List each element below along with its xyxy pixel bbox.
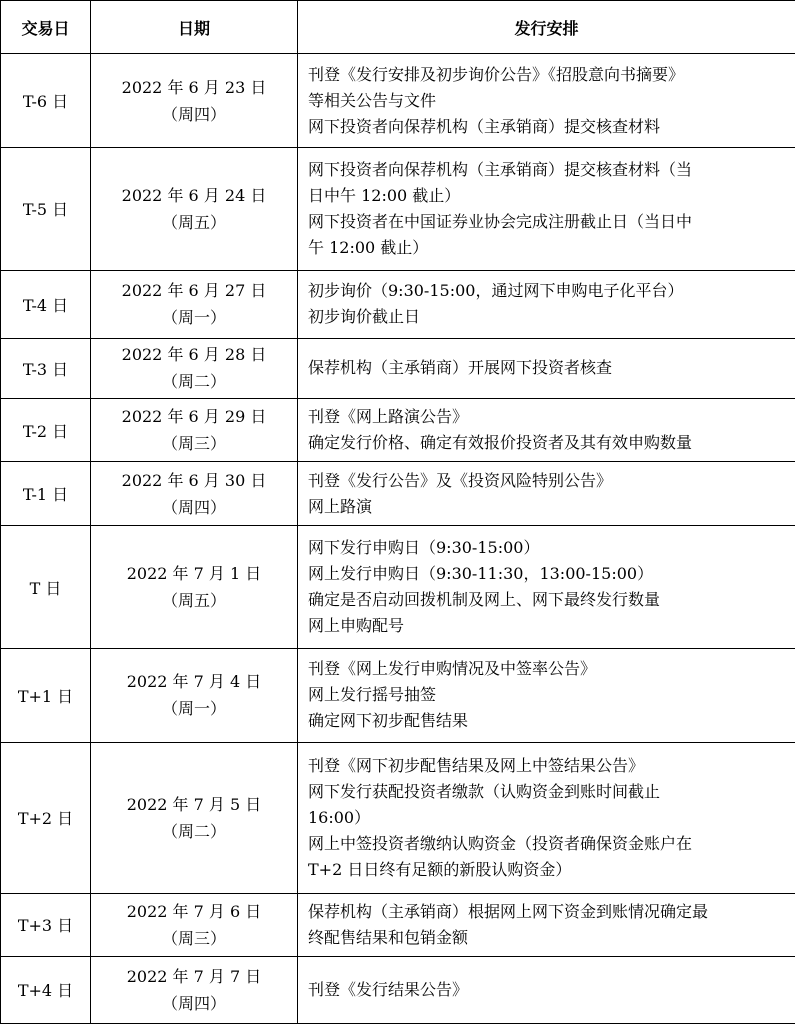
plan-line: T+2 日日终有足额的新股认购资金） xyxy=(308,859,572,879)
plan-cell xyxy=(298,956,795,1023)
plan-line: 保荐机构（主承销商）根据网上网下资金到账情况确定最 xyxy=(308,901,709,921)
plan-line: 网上发行摇号抽签 xyxy=(308,685,437,705)
date-text: 2022 年 7 月 7 日 xyxy=(126,966,262,986)
date-cell xyxy=(91,338,298,398)
table-row xyxy=(1,743,795,893)
plan-line: 网上中签投资者缴纳认购资金（投资者确保资金账户在 xyxy=(308,833,693,853)
date-text: 2022 年 6 月 30 日 xyxy=(121,470,267,490)
plan-line: 确定发行价格、确定有效报价投资者及其有效申购数量 xyxy=(308,433,693,453)
plan-line: 网下投资者向保荐机构（主承销商）提交核查材料 xyxy=(308,116,661,136)
trading-day-cell: T-3 日 xyxy=(1,338,91,398)
weekday-text: （周五） xyxy=(161,212,226,232)
table-row xyxy=(1,54,795,148)
date-text: 2022 年 6 月 23 日 xyxy=(121,77,267,97)
trading-day-cell: T-1 日 xyxy=(1,462,91,526)
plan-cell xyxy=(298,648,795,742)
table-row xyxy=(1,648,795,742)
plan-cell xyxy=(298,893,795,956)
plan-cell xyxy=(298,338,795,398)
plan-cell xyxy=(298,148,795,270)
date-text: 2022 年 7 月 1 日 xyxy=(126,564,262,584)
plan-line: 刊登《发行安排及初步询价公告》《招股意向书摘要》 xyxy=(308,64,685,84)
weekday-text: （周一） xyxy=(161,699,226,719)
plan-line: 初步询价截止日 xyxy=(308,307,421,327)
date-text: 2022 年 6 月 24 日 xyxy=(121,185,267,205)
plan-line: 刊登《网上路演公告》 xyxy=(308,407,469,427)
plan-line: 16:00） xyxy=(308,807,371,827)
trading-day-cell: T+2 日 xyxy=(1,743,91,893)
date-text: 2022 年 6 月 27 日 xyxy=(121,281,267,301)
plan-line: 终配售结果和包销金额 xyxy=(308,927,469,947)
plan-line: 网上路演 xyxy=(308,496,373,516)
weekday-text: （周二） xyxy=(161,372,226,392)
plan-cell xyxy=(298,270,795,338)
table-row xyxy=(1,462,795,526)
header-trading-day: 交易日 xyxy=(1,1,91,54)
table-row xyxy=(1,148,795,270)
weekday-text: （周四） xyxy=(161,104,226,124)
plan-line: 确定是否启动回拨机制及网上、网下最终发行数量 xyxy=(308,590,661,610)
date-text: 2022 年 7 月 6 日 xyxy=(126,901,262,921)
table-header-row xyxy=(1,1,795,54)
table-row xyxy=(1,399,795,462)
trading-day-cell: T 日 xyxy=(1,526,91,648)
table-row xyxy=(1,956,795,1023)
table-row xyxy=(1,270,795,338)
plan-cell xyxy=(298,462,795,526)
plan-line: 保荐机构（主承销商）开展网下投资者核查 xyxy=(308,358,613,378)
plan-line: 午 12:00 截止） xyxy=(308,237,429,257)
date-cell xyxy=(91,648,298,742)
plan-line: 等相关公告与文件 xyxy=(308,90,437,110)
plan-line: 网下投资者在中国证券业协会完成注册截止日（当日中 xyxy=(308,211,693,231)
date-cell xyxy=(91,462,298,526)
date-cell xyxy=(91,270,298,338)
plan-line: 网下投资者向保荐机构（主承销商）提交核查材料（当 xyxy=(308,159,693,179)
table-row xyxy=(1,526,795,648)
date-cell xyxy=(91,148,298,270)
date-cell xyxy=(91,956,298,1023)
plan-cell xyxy=(298,743,795,893)
plan-cell xyxy=(298,526,795,648)
date-cell xyxy=(91,54,298,148)
trading-day-cell: T-6 日 xyxy=(1,54,91,148)
weekday-text: （周三） xyxy=(161,434,226,454)
trading-day-cell: T+4 日 xyxy=(1,956,91,1023)
date-cell xyxy=(91,526,298,648)
plan-cell xyxy=(298,54,795,148)
plan-line: 网下发行申购日（9:30-15:00） xyxy=(308,538,540,558)
weekday-text: （周一） xyxy=(161,308,226,328)
plan-line: 日中午 12:00 截止） xyxy=(308,185,461,205)
trading-day-cell: T-4 日 xyxy=(1,270,91,338)
table-row xyxy=(1,338,795,398)
weekday-text: （周二） xyxy=(161,821,226,841)
header-plan: 发行安排 xyxy=(298,1,795,54)
plan-line: 网上发行申购日（9:30-11:30，13:00-15:00） xyxy=(308,564,654,584)
weekday-text: （周三） xyxy=(161,928,226,948)
trading-day-cell: T+1 日 xyxy=(1,648,91,742)
weekday-text: （周四） xyxy=(161,993,226,1013)
date-cell xyxy=(91,893,298,956)
plan-line: 刊登《网上发行申购情况及中签率公告》 xyxy=(308,659,597,679)
weekday-text: （周五） xyxy=(161,591,226,611)
trading-day-cell: T-2 日 xyxy=(1,399,91,462)
plan-cell xyxy=(298,399,795,462)
header-date: 日期 xyxy=(91,1,298,54)
plan-line: 网上申购配号 xyxy=(308,616,405,636)
date-text: 2022 年 7 月 4 日 xyxy=(126,672,262,692)
date-text: 2022 年 6 月 28 日 xyxy=(121,345,267,365)
date-cell xyxy=(91,743,298,893)
trading-day-cell: T-5 日 xyxy=(1,148,91,270)
trading-day-cell: T+3 日 xyxy=(1,893,91,956)
date-text: 2022 年 7 月 5 日 xyxy=(126,794,262,814)
plan-line: 刊登《网下初步配售结果及网上中签结果公告》 xyxy=(308,755,645,775)
plan-line: 确定网下初步配售结果 xyxy=(308,711,469,731)
weekday-text: （周四） xyxy=(161,497,226,517)
plan-line: 刊登《发行公告》及《投资风险特别公告》 xyxy=(308,470,613,490)
table-row xyxy=(1,893,795,956)
plan-line: 刊登《发行结果公告》 xyxy=(308,979,469,999)
plan-line: 网下发行获配投资者缴款（认购资金到账时间截止 xyxy=(308,781,661,801)
plan-line: 初步询价（9:30-15:00，通过网下申购电子化平台） xyxy=(308,281,684,301)
date-cell xyxy=(91,399,298,462)
date-text: 2022 年 6 月 29 日 xyxy=(121,407,267,427)
